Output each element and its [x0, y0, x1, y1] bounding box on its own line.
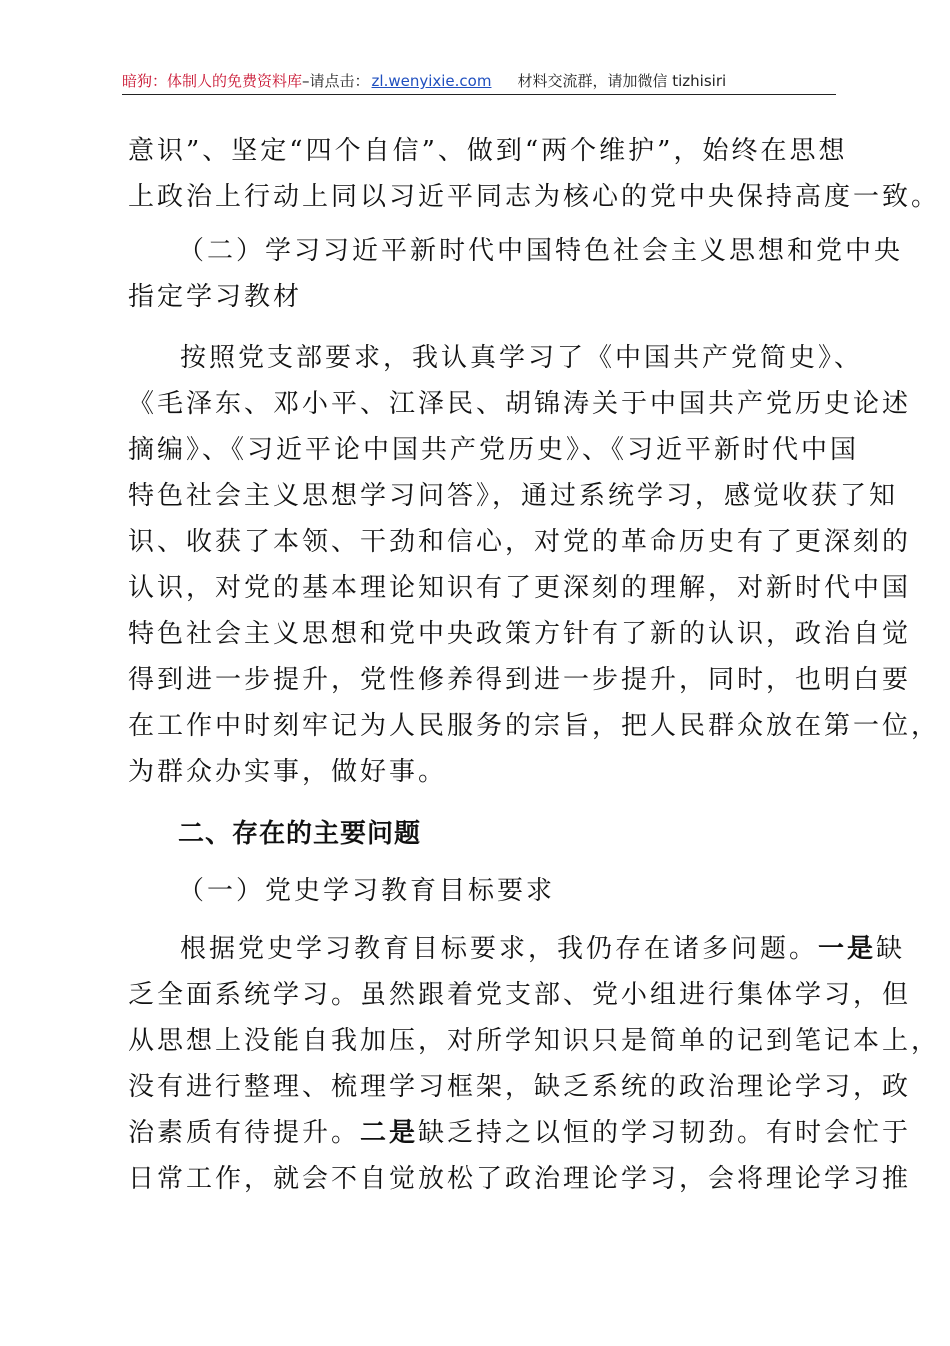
text-run: 根据党史学习教育目标要求，我仍存在诸多问题。 [180, 934, 819, 964]
subheading-one: （一）党史学习教育目标要求 [178, 876, 556, 906]
text-line: 乏全面系统学习。虽然跟着党支部、党小组进行集体学习，但 [128, 980, 912, 1010]
text-line: 日常工作，就会不自觉放松了政治理论学习，会将理论学习推 [128, 1164, 912, 1194]
header-link[interactable]: zl.wenyixie.com [371, 72, 492, 90]
text-line: 《毛泽东、邓小平、江泽民、胡锦涛关于中国共产党历史论述 [128, 389, 912, 419]
subheading-two-line1: （二）学习习近平新时代中国特色社会主义思想和党中央 [178, 236, 904, 266]
paragraph-problems [128, 926, 941, 1202]
text-line: 认识，对党的基本理论知识有了更深刻的理解，对新时代中国 [128, 573, 912, 603]
text-run: 治素质有待提升。 [128, 1118, 361, 1148]
emphasis-one: 一是 [818, 934, 877, 964]
paragraph-continuation [128, 128, 941, 220]
text-line: 意识”、坚定“四个自信”、做到“两个维护”，始终在思想 [128, 136, 848, 166]
text-line: 特色社会主义思想学习问答》，通过系统学习，感觉收获了知 [128, 481, 899, 511]
text-line: 为群众办实事，做好事。 [128, 757, 448, 787]
text-line: 没有进行整理、梳理学习框架，缺乏系统的政治理论学习，政 [128, 1072, 912, 1102]
text-line: 在工作中时刻牢记为人民服务的宗旨，把人民群众放在第一位， [128, 711, 941, 741]
text-line: 按照党支部要求，我认真学习了《中国共产党简史》、 [180, 343, 864, 373]
text-line [128, 1110, 912, 1156]
paragraph-study [128, 335, 941, 795]
text-line: 得到进一步提升，党性修养得到进一步提升，同时，也明白要 [128, 665, 912, 695]
subheading-two-line2: 指定学习教材 [128, 282, 303, 312]
header-click-prompt: –请点击： [302, 72, 370, 90]
text-line: 摘编》、《习近平论中国共产党历史》、《习近平新时代中国 [128, 435, 860, 465]
text-run: 缺乏持之以恒的学习韧劲。有时会忙于 [418, 1118, 912, 1148]
header-contact: 材料交流群，请加微信 tizhisiri [517, 72, 727, 90]
text-line [128, 926, 906, 972]
page-header [122, 68, 836, 95]
text-line: 上政治上行动上同以习近平同志为核心的党中央保持高度一致。 [128, 182, 941, 212]
section-two-heading: 二、存在的主要问题 [178, 819, 422, 849]
header-brand: 暗狗：体制人的免费资料库 [122, 72, 303, 90]
emphasis-two: 二是 [360, 1118, 419, 1148]
text-line: 识、收获了本领、干劲和信心，对党的革命历史有了更深刻的 [128, 527, 912, 557]
text-line: 特色社会主义思想和党中央政策方针有了新的认识，政治自觉 [128, 619, 912, 649]
text-line: 从思想上没能自我加压，对所学知识只是简单的记到笔记本上， [128, 1026, 941, 1056]
text-run: 缺 [876, 934, 906, 964]
